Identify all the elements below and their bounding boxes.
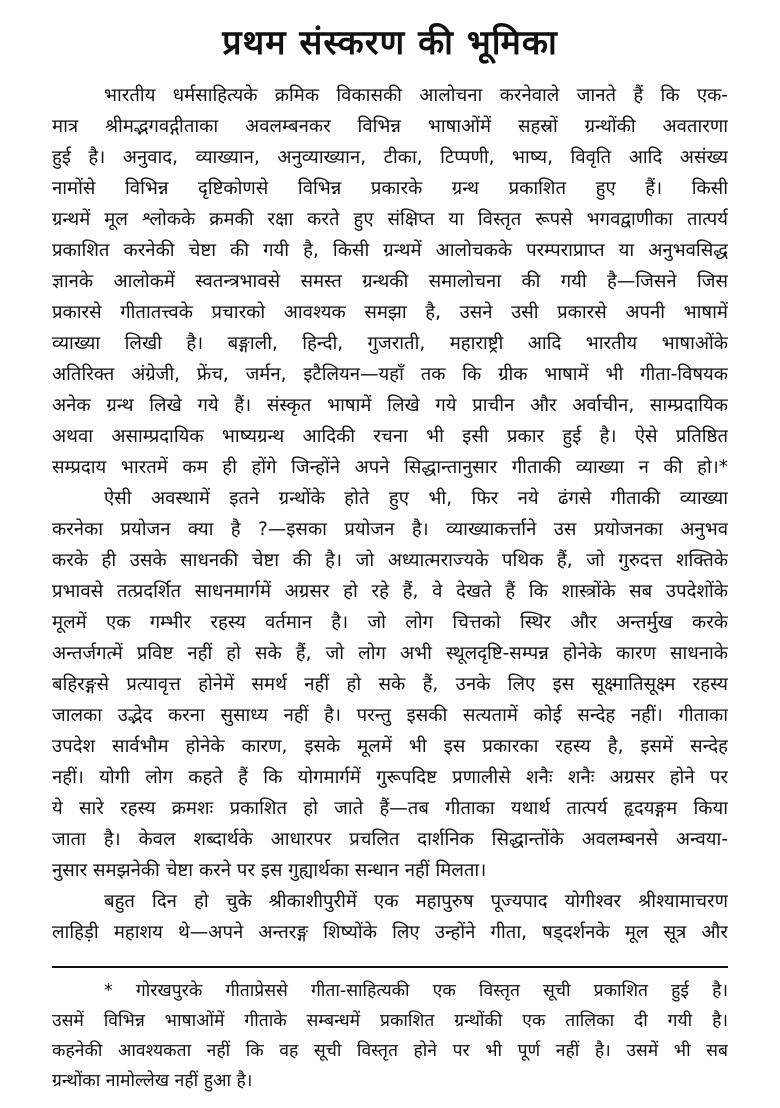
text-line: अतिरिक्त अंग्रेजी, फ्रेंच, जर्मन, इटैलियन—यहाँ तक कि ग्रीक भाषामें भी गीता-विषयक: [52, 364, 728, 385]
footnote-line: कहनेकी आवश्यकता नहीं कि वह सूची विस्तृत होने पर भी पूर्ण नहीं है। उसमें भी सब: [52, 1041, 728, 1061]
text-line: नामोंसे विभिन्न दृष्टिकोणसे विभिन्न प्रकारके ग्रन्थ प्रकाशित हुए हैं। किसी: [52, 178, 728, 199]
text-line: अथवा असाम्प्रदायिक भाष्यग्रन्थ आदिकी रचना भी इसी प्रकार हुई है। ऐसे प्रतिष्ठित: [52, 426, 728, 447]
text-line: करनेका प्रयोजन क्या है ?—इसका प्रयोजन है। व्याख्याकर्त्ताने उस प्रयोजनका अनुभव: [52, 519, 728, 540]
text-line: ग्रन्थमें मूल श्लोकके क्रमकी रक्षा करते हुए संक्षिप्त या विस्तृत रूपसे भगवद्वाणीका तात्पर्य: [52, 209, 728, 230]
text-line: नुसार समझनेकी चेष्टा करने पर इस गुह्यार्थका सन्धान नहीं मिलता।: [52, 860, 487, 881]
text-line: जालका उद्भेद करना सुसाध्य नहीं है। परन्तु इसकी सत्यतामें कोई सन्देह नहीं। गीताका: [52, 705, 728, 726]
text-line: जाता है। केवल शब्दार्थके आधारपर प्रचलित दार्शनिक सिद्धान्तोंके अवलम्बनसे अन्वया-: [52, 829, 728, 850]
text-line: प्रकाशित करनेकी चेष्टा की गयी है, किसी ग्रन्थमें आलोचकके परम्पराप्राप्त या अनुभवसिद्ध: [52, 240, 728, 261]
text-line: सम्प्रदाय भारतमें कम ही होंगे जिन्होंने अपने सिद्धान्तानुसार गीताकी व्याख्या न की हो।*: [52, 457, 728, 478]
text-line: व्याख्या लिखी है। बङ्गाली, हिन्दी, गुजराती, महाराष्ट्री आदि भारतीय भाषाओंके: [52, 333, 728, 354]
text-line: मूलमें एक गम्भीर रहस्य वर्तमान है। जो लोग चित्तको स्थिर और अन्तर्मुख करके: [52, 612, 728, 633]
footnote: [52, 976, 728, 1096]
text-line: भारतीय धर्मसाहित्यके क्रमिक विकासकी आलोचना करनेवाले जानते हैं कि एक-: [104, 85, 728, 106]
text-line: बहिरङ्गसे प्रत्यावृत्त होनेमें समर्थ नहीं हो सके हैं, उनके लिए इस सूक्ष्मातिसूक्ष्म रहस्य: [52, 674, 728, 695]
footnote-line: * गोरखपुरके गीताप्रेससे गीता-साहित्यकी एक विस्तृत सूची प्रकाशित हुई है।: [104, 981, 728, 1001]
text-line: मात्र श्रीमद्भगवद्गीताका अवलम्बनकर विभिन्न भाषाओंमें सहस्रों ग्रन्थोंकी अवतारणा: [52, 116, 728, 137]
text-line: अनेक ग्रन्थ लिखे गये हैं। संस्कृत भाषामें लिखे गये प्राचीन और अर्वाचीन, साम्प्रदायिक: [52, 395, 728, 416]
body-text: [52, 80, 728, 948]
text-line: ऐसी अवस्थामें इतने ग्रन्थोंके होते हुए भी, फिर नये ढंगसे गीताकी व्याख्या: [104, 488, 728, 509]
text-line: लाहिड़ी महाशय थे—अपने अन्तरङ्ग शिष्योंके लिए उन्होंने गीता, षड्दर्शनके मूल सूत्र और: [52, 922, 728, 943]
text-line: प्रभावसे तत्प्रदर्शित साधनमार्गमें अग्रसर हो रहे हैं, वे देखते हैं कि शास्त्रोंके सब उपदेशोंके: [52, 581, 728, 602]
paragraph-3: [52, 886, 728, 948]
text-line: करके ही उसके साधनकी चेष्टा की है। जो अध्यात्मराज्यके पथिक हैं, जो गुरुदत्त शक्तिके: [52, 550, 728, 571]
text-line: हुई है। अनुवाद, व्याख्यान, अनुव्याख्यान, टीका, टिप्पणी, भाष्य, विवृति आदि असंख्य: [52, 147, 728, 168]
footnote-divider: [52, 966, 728, 968]
footnote-line: ग्रन्थोंका नामोल्लेख नहीं हुआ है।: [52, 1071, 253, 1091]
text-line: ज्ञानके आलोकमें स्वतन्त्रभावसे समस्त ग्रन्थकी समालोचना की गयी है—जिसने जिस: [52, 271, 728, 292]
text-line: बहुत दिन हो चुके श्रीकाशीपुरीमें एक महापुरुष पूज्यपाद योगीश्वर श्रीश्यामाचरण: [104, 891, 728, 912]
text-line: नहीं। योगी लोग कहते हैं कि योगमार्गमें गुरूपदिष्ट प्रणालीसे शनैः शनैः अग्रसर होने पर: [52, 767, 728, 788]
paragraph-2: [52, 483, 728, 886]
page-title: प्रथम संस्करण की भूमिका: [222, 23, 558, 63]
paragraph-1: [52, 80, 728, 483]
text-line: उपदेश सार्वभौम होनेके कारण, इसके मूलमें भी इस प्रकारका रहस्य है, इसमें सन्देह: [52, 736, 728, 757]
footnote-line: उसमें विभिन्न भाषाओंमें गीताके सम्बन्धमें प्रकाशित ग्रन्थोंकी एक तालिका दी गयी है।: [52, 1011, 728, 1031]
text-line: ये सारे रहस्य क्रमशः प्रकाशित हो जाते हैं—तब गीताका यथार्थ तात्पर्य हृदयङ्गम किया: [52, 798, 728, 819]
text-line: अन्तर्जगत्में प्रविष्ट नहीं हो सके हैं, जो लोग अभी स्थूलदृष्टि-सम्पन्न होनेके कारण साधनाके: [52, 643, 728, 664]
text-line: प्रकारसे गीतातत्त्वके प्रचारको आवश्यक समझा है, उसने उसी प्रकारसे अपनी भाषामें: [52, 302, 728, 323]
